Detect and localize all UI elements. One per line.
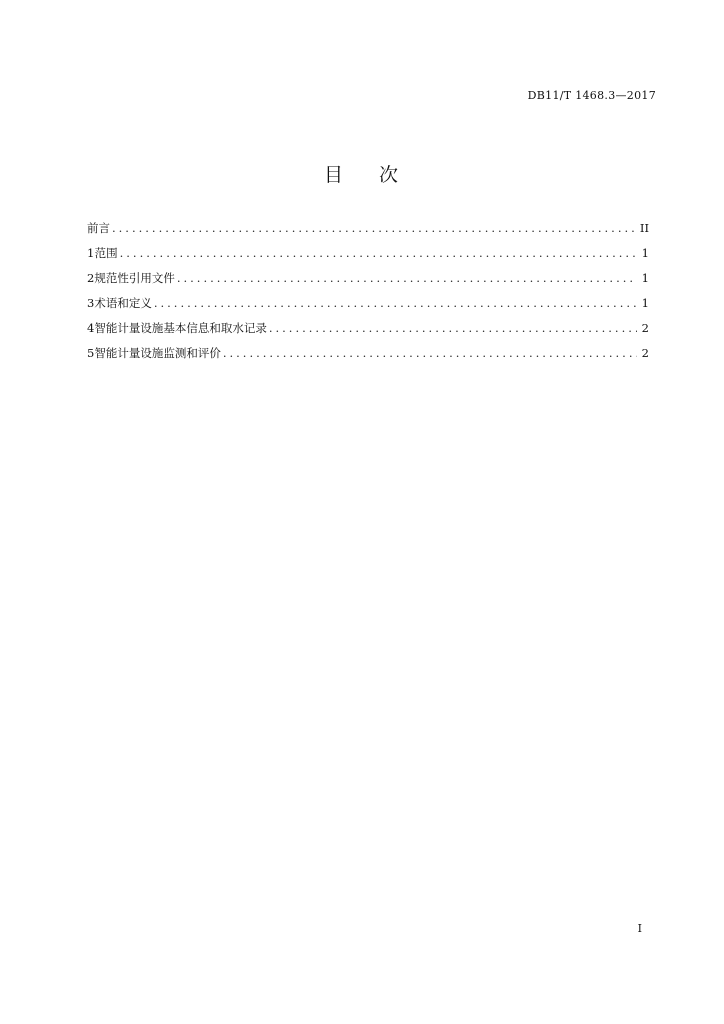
toc-entry-monitoring-evaluation[interactable] [87, 345, 649, 370]
toc-entry-page: 1 [641, 271, 649, 285]
toc-entry-label: 术语和定义 [94, 296, 152, 310]
toc-entry-page: 2 [641, 346, 649, 360]
toc-entry-scope[interactable] [87, 245, 649, 270]
toc-entry-label: 智能计量设施基本信息和取水记录 [94, 321, 267, 335]
toc-entry-page: 1 [641, 246, 649, 260]
toc-leader-dots [177, 271, 637, 285]
toc-entry-page: II [639, 221, 649, 235]
toc-entry-number: 3 [87, 296, 95, 310]
toc-leader-dots [154, 296, 637, 310]
toc-entry-terms-definitions[interactable] [87, 295, 649, 320]
toc-entry-number: 5 [87, 346, 95, 360]
toc-leader-dots [112, 221, 636, 235]
document-code: DB11/T 1468.3—2017 [527, 89, 656, 102]
toc-entry-number: 2 [87, 271, 95, 285]
toc-entry-number: 4 [87, 321, 95, 335]
toc-entry-basic-info-records[interactable] [87, 320, 649, 345]
toc-entry-foreword[interactable] [87, 220, 649, 245]
toc-title-part2: 次 [379, 164, 401, 186]
toc-title-part1: 目 [323, 164, 345, 186]
toc-entry-page: 1 [641, 296, 649, 310]
toc-entry-label: 规范性引用文件 [94, 271, 175, 285]
toc-leader-dots [269, 321, 637, 335]
toc-entry-page: 2 [641, 321, 649, 335]
toc-leader-dots [120, 246, 637, 260]
toc-entry-number: 1 [87, 246, 95, 260]
toc-leader-dots [223, 346, 637, 360]
toc-entry-label: 智能计量设施监测和评价 [94, 346, 221, 360]
toc-entry-label: 范围 [94, 246, 118, 260]
toc-entry-normative-references[interactable] [87, 270, 649, 295]
toc-title [0, 160, 724, 187]
table-of-contents [87, 220, 649, 370]
toc-entry-label: 前言 [87, 221, 110, 235]
page-number: I [637, 922, 642, 935]
